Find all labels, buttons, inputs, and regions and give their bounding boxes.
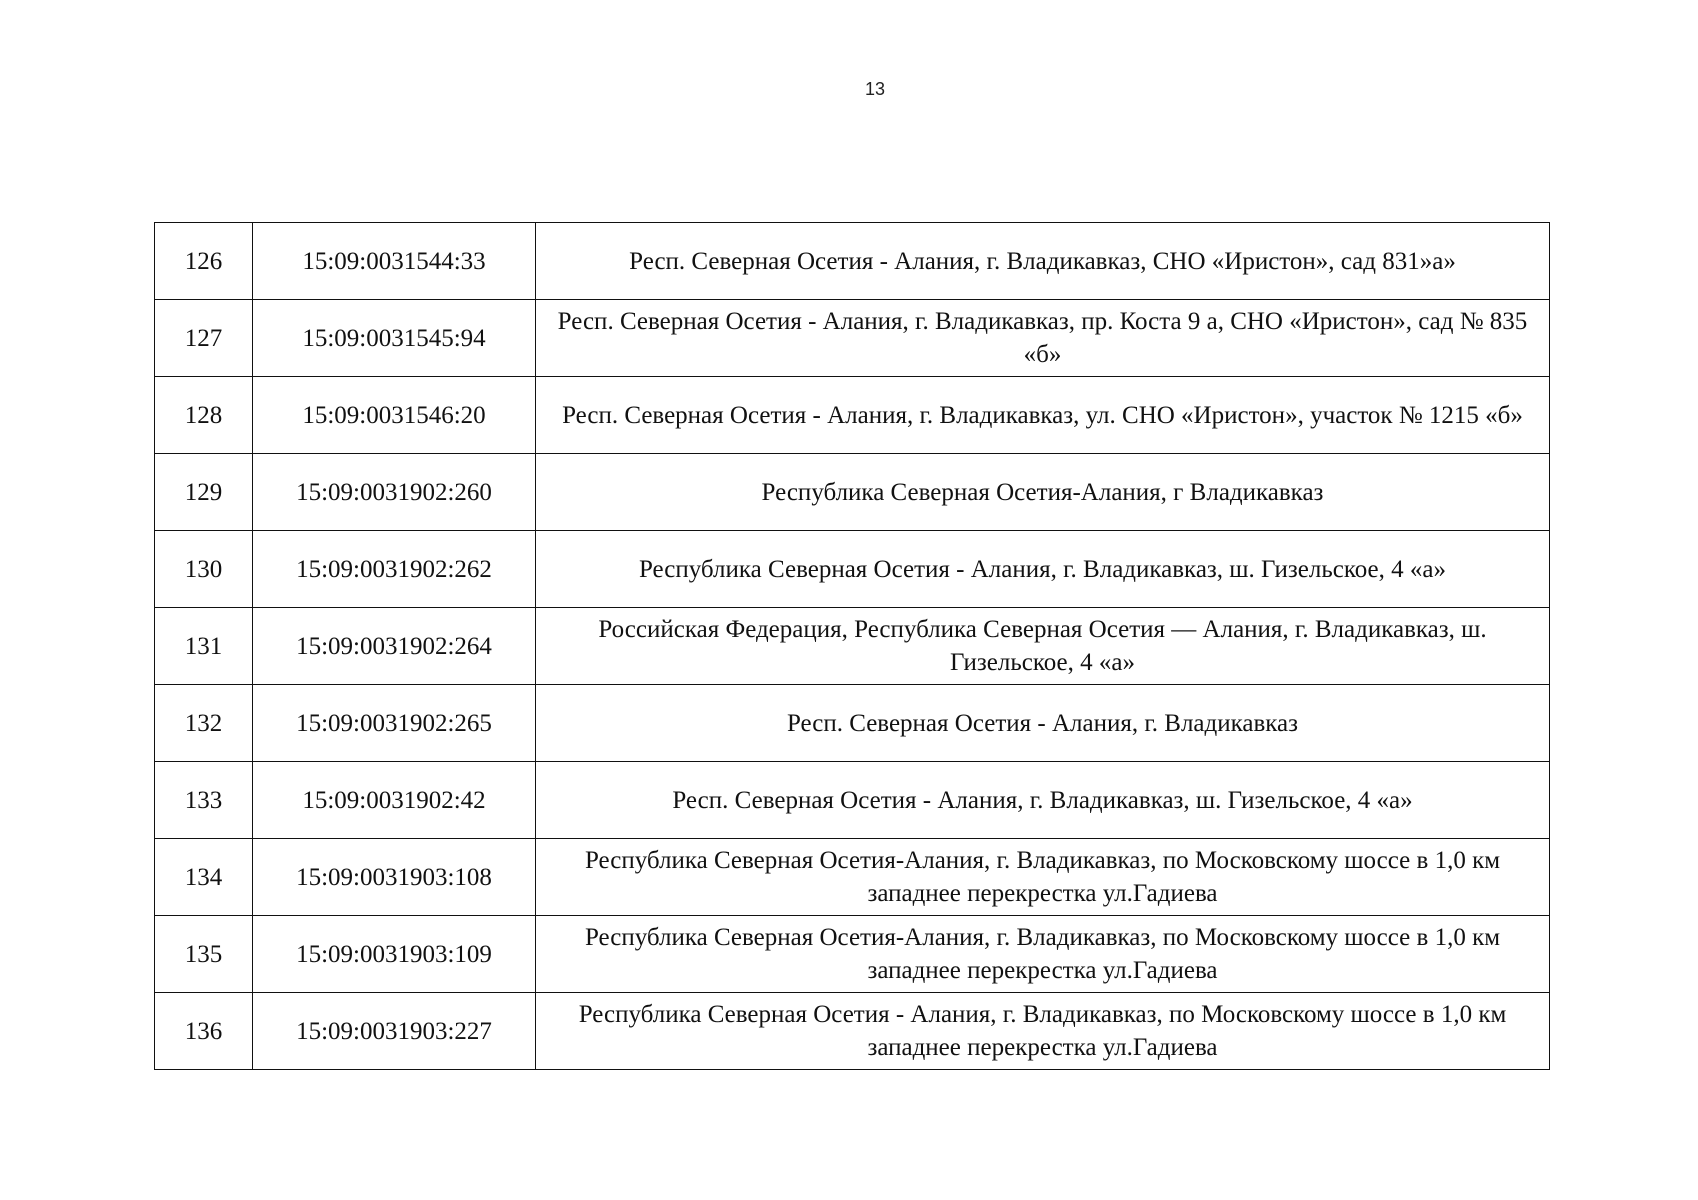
address-cell: Республика Северная Осетия-Алания, г Владикавказ [536, 454, 1550, 531]
cadastral-number-cell: 15:09:0031902:262 [253, 531, 536, 608]
row-number-cell: 128 [155, 377, 253, 454]
table-row [155, 377, 1550, 454]
land-plot-table [154, 222, 1550, 1070]
cadastral-number-cell: 15:09:0031903:108 [253, 839, 536, 916]
table-row [155, 608, 1550, 685]
table-row [155, 993, 1550, 1070]
address-cell: Республика Северная Осетия - Алания, г. Владикавказ, по Московскому шоссе в 1,0 км западнее перекрестка ул.Гадиева [536, 993, 1550, 1070]
address-cell: Республика Северная Осетия - Алания, г. Владикавказ, ш. Гизельское, 4 «а» [536, 531, 1550, 608]
table-row [155, 454, 1550, 531]
address-cell: Республика Северная Осетия-Алания, г. Владикавказ, по Московскому шоссе в 1,0 км западнее перекрестка ул.Гадиева [536, 839, 1550, 916]
row-number-cell: 135 [155, 916, 253, 993]
table-row [155, 762, 1550, 839]
table-row [155, 531, 1550, 608]
row-number-cell: 133 [155, 762, 253, 839]
address-cell: Российская Федерация, Республика Северная Осетия — Алания, г. Владикавказ, ш. Гизельское, 4 «а» [536, 608, 1550, 685]
table-row [155, 916, 1550, 993]
row-number-cell: 127 [155, 300, 253, 377]
cadastral-number-cell: 15:09:0031903:109 [253, 916, 536, 993]
cadastral-number-cell: 15:09:0031544:33 [253, 223, 536, 300]
row-number-cell: 132 [155, 685, 253, 762]
row-number-cell: 136 [155, 993, 253, 1070]
address-cell: Респ. Северная Осетия - Алания, г. Владикавказ, ул. СНО «Иристон», участок № 1215 «б» [536, 377, 1550, 454]
row-number-cell: 126 [155, 223, 253, 300]
cadastral-number-cell: 15:09:0031903:227 [253, 993, 536, 1070]
cadastral-number-cell: 15:09:0031902:264 [253, 608, 536, 685]
table-row [155, 839, 1550, 916]
table-row [155, 300, 1550, 377]
address-cell: Респ. Северная Осетия - Алания, г. Владикавказ, СНО «Иристон», сад 831»а» [536, 223, 1550, 300]
row-number-cell: 130 [155, 531, 253, 608]
address-cell: Респ. Северная Осетия - Алания, г. Владикавказ [536, 685, 1550, 762]
cadastral-number-cell: 15:09:0031546:20 [253, 377, 536, 454]
row-number-cell: 129 [155, 454, 253, 531]
cadastral-number-cell: 15:09:0031545:94 [253, 300, 536, 377]
cadastral-number-cell: 15:09:0031902:265 [253, 685, 536, 762]
row-number-cell: 134 [155, 839, 253, 916]
cadastral-number-cell: 15:09:0031902:42 [253, 762, 536, 839]
cadastral-number-cell: 15:09:0031902:260 [253, 454, 536, 531]
address-cell: Республика Северная Осетия-Алания, г. Владикавказ, по Московскому шоссе в 1,0 км западнее перекрестка ул.Гадиева [536, 916, 1550, 993]
address-cell: Респ. Северная Осетия - Алания, г. Владикавказ, ш. Гизельское, 4 «а» [536, 762, 1550, 839]
table-row [155, 223, 1550, 300]
page-number: 13 [864, 79, 886, 99]
table-row [155, 685, 1550, 762]
address-cell: Респ. Северная Осетия - Алания, г. Владикавказ, пр. Коста 9 а, СНО «Иристон», сад № 835 «б» [536, 300, 1550, 377]
row-number-cell: 131 [155, 608, 253, 685]
